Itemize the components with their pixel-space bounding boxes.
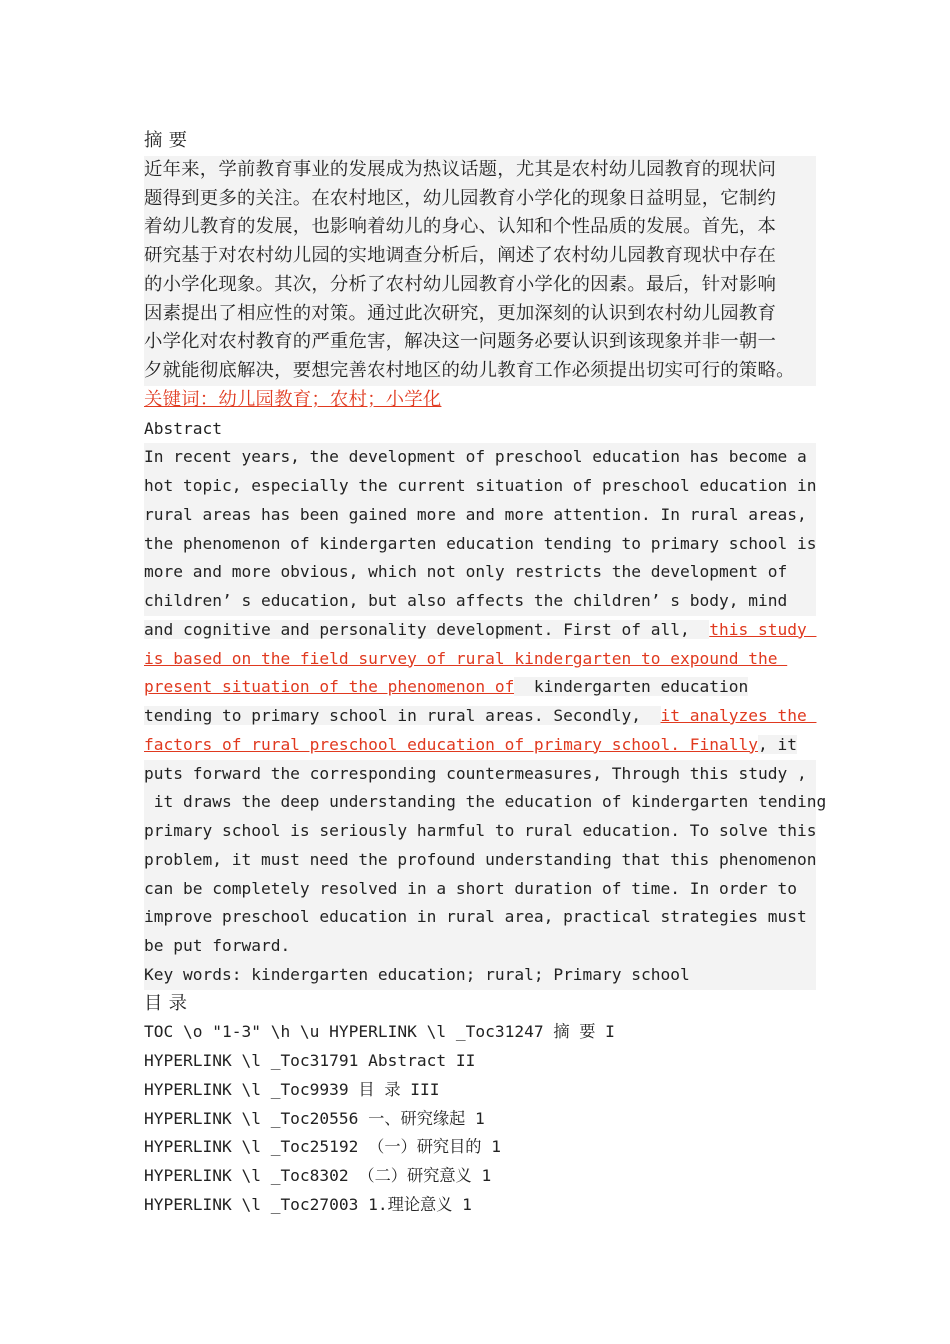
abstract-en-text: and cognitive and personality development. First of all, xyxy=(144,619,710,639)
toc-entry[interactable]: HYPERLINK \l _Toc31791 Abstract II xyxy=(144,1051,476,1070)
abstract-en-text: tending to primary school in rural areas. Secondly, xyxy=(144,706,661,725)
abstract-en-text: kindergarten education xyxy=(514,677,749,697)
abstract-en-highlight: factors of rural preschool education of primary school. Finally xyxy=(144,734,758,754)
abstract-en-line: improve preschool education in rural area, practical strategies must xyxy=(144,903,816,932)
abstract-en-line: more and more obvious, which not only restricts the development of xyxy=(144,558,816,587)
abstract-en-line: can be completely resolved in a short duration of time. In order to xyxy=(144,875,816,904)
abstract-en-line: be put forward. xyxy=(144,932,816,961)
toc-entry[interactable]: HYPERLINK \l _Toc9939 目 录 III xyxy=(144,1079,440,1099)
toc-entry[interactable]: HYPERLINK \l _Toc27003 1.理论意义 1 xyxy=(144,1194,472,1214)
abstract-cn-line: 近年来，学前教育事业的发展成为热议话题，尤其是农村幼儿园教育的现状问 xyxy=(144,156,816,185)
abstract-en-line xyxy=(144,702,816,731)
abstract-en-line: rural areas has been gained more and more attention. In rural areas, xyxy=(144,501,816,530)
abstract-cn-heading: 摘 要 xyxy=(144,130,188,151)
abstract-en-heading: Abstract xyxy=(144,418,222,438)
keywords-cn-text: 关键词：幼儿园教育；农村；小学化 xyxy=(144,388,442,410)
abstract-cn-line: 的小学化现象。其次，分析了农村幼儿园教育小学化的因素。最后，针对影响 xyxy=(144,271,816,300)
toc-entry[interactable]: HYPERLINK \l _Toc8302 （二）研究意义 1 xyxy=(144,1166,492,1185)
abstract-cn-line: 着幼儿教育的发展，也影响着幼儿的身心、认知和个性品质的发展。首先，本 xyxy=(144,213,816,242)
abstract-en-line: In recent years, the development of preschool education has become a xyxy=(144,443,816,472)
toc-entry[interactable]: HYPERLINK \l _Toc20556 一、研究缘起 1 xyxy=(144,1108,485,1128)
abstract-en-line: it draws the deep understanding the education of kindergarten tending xyxy=(144,788,816,817)
toc-entry[interactable]: HYPERLINK \l _Toc25192 （一）研究目的 1 xyxy=(144,1137,501,1157)
abstract-en-highlight: this study xyxy=(709,619,817,639)
abstract-en-line: puts forward the corresponding countermeasures, Through this study , xyxy=(144,760,816,789)
abstract-en-text: , it xyxy=(757,734,797,754)
abstract-cn-line: 因素提出了相应性的对策。通过此次研究，更加深刻的认识到农村幼儿园教育 xyxy=(144,300,816,329)
abstract-en-highlight: is based on the field survey of rural kindergarten to expound the xyxy=(144,648,788,668)
document-body xyxy=(144,127,827,1220)
abstract-cn-line: 小学化对农村教育的严重危害，解决这一问题务必要认识到该现象并非一朝一 xyxy=(144,328,816,357)
abstract-en-line: primary school is seriously harmful to rural education. To solve this xyxy=(144,817,816,846)
abstract-en-line xyxy=(144,673,816,702)
abstract-en-line xyxy=(144,616,816,645)
abstract-en-line: the phenomenon of kindergarten education tending to primary school is xyxy=(144,530,816,559)
abstract-cn-line: 夕就能彻底解决，要想完善农村地区的幼儿教育工作必须提出切实可行的策略。 xyxy=(144,357,816,386)
abstract-en-line: problem, it must need the profound understanding that this phenomenon xyxy=(144,846,816,875)
abstract-en-line: hot topic, especially the current situation of preschool education in xyxy=(144,472,816,501)
abstract-en-line: children’ s education, but also affects the children’ s body, mind xyxy=(144,587,816,616)
abstract-cn-line: 题得到更多的关注。在农村地区，幼儿园教育小学化的现象日益明显，它制约 xyxy=(144,185,816,214)
keywords-cn xyxy=(144,386,816,415)
abstract-en-line xyxy=(144,731,816,760)
abstract-cn-line: 研究基于对农村幼儿园的实地调查分析后，阐述了农村幼儿园教育现状中存在 xyxy=(144,242,816,271)
toc-entry[interactable]: TOC \o "1-3" \h \u HYPERLINK \l _Toc31247 摘 要 I xyxy=(144,1022,615,1042)
abstract-en-highlight: it analyzes the xyxy=(660,706,817,725)
keywords-en: Key words: kindergarten education; rural; Primary school xyxy=(144,961,816,990)
toc-heading: 目 录 xyxy=(144,992,188,1014)
abstract-en-highlight: present situation of the phenomenon of xyxy=(144,677,515,697)
abstract-en-line xyxy=(144,645,816,674)
